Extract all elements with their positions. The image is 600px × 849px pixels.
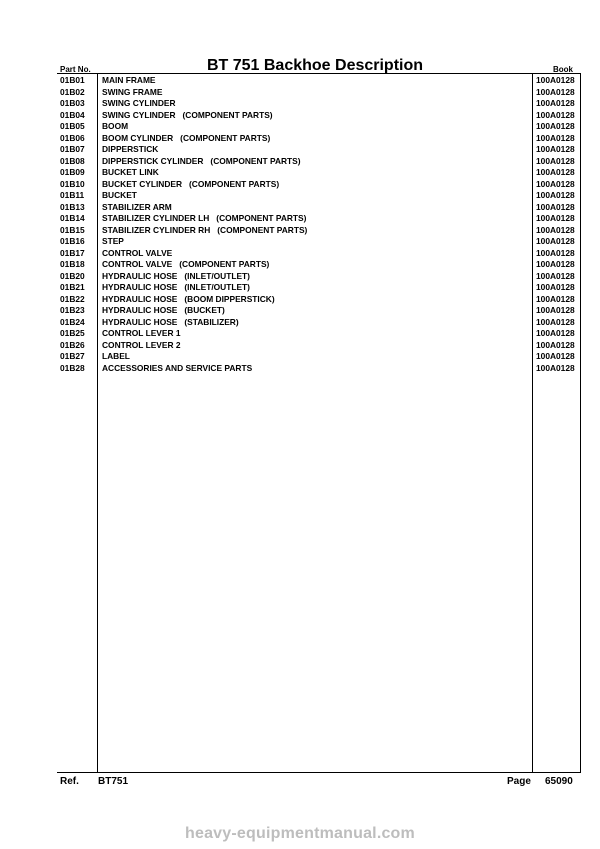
book-cell: 100A0128 [536, 178, 575, 189]
book-cell: 100A0128 [536, 316, 575, 327]
table-row [0, 87, 600, 99]
part-number-cell: 01B07 [60, 144, 85, 154]
part-number-cell: 01B23 [60, 305, 85, 315]
book-cell: 100A0128 [536, 155, 575, 166]
book-cell: 100A0128 [536, 270, 575, 281]
book-cell: 100A0128 [536, 305, 575, 315]
book-cell: 100A0128 [536, 328, 575, 338]
part-number-cell: 01B21 [60, 282, 85, 292]
book-cell: 100A0128 [536, 109, 575, 120]
part-number-cell: 01B18 [60, 259, 85, 269]
description-cell: SWING FRAME [102, 86, 163, 97]
book-cell: 100A0128 [536, 86, 575, 97]
part-number-cell: 01B20 [60, 270, 85, 281]
description-cell: BUCKET LINK [102, 167, 159, 177]
part-number-cell: 01B27 [60, 351, 85, 361]
description-cell: LABEL [102, 351, 130, 361]
table-row [0, 271, 600, 283]
book-cell: 100A0128 [536, 362, 575, 373]
part-number-cell: 01B26 [60, 339, 85, 350]
book-cell: 100A0128 [536, 213, 575, 223]
table-row [0, 294, 600, 306]
part-number-cell: 01B10 [60, 178, 85, 189]
book-cell: 100A0128 [536, 132, 575, 143]
part-number-cell: 01B13 [60, 201, 85, 212]
table-row [0, 144, 600, 156]
book-cell: 100A0128 [536, 190, 575, 200]
part-number-cell: 01B06 [60, 132, 85, 143]
part-number-cell: 01B22 [60, 293, 85, 304]
description-cell: BUCKET [102, 190, 137, 200]
book-header: Book [553, 65, 573, 74]
part-number-cell: 01B24 [60, 316, 85, 327]
table-row [0, 351, 600, 363]
book-cell: 100A0128 [536, 293, 575, 304]
table-row [0, 340, 600, 352]
part-number-cell: 01B01 [60, 75, 85, 85]
description-cell: BUCKET CYLINDER (COMPONENT PARTS) [102, 178, 280, 189]
table-row [0, 328, 600, 340]
description-cell: SWING CYLINDER (COMPONENT PARTS) [102, 109, 273, 120]
description-cell: CONTROL LEVER 2 [102, 339, 181, 350]
book-cell: 100A0128 [536, 339, 575, 350]
book-cell: 100A0128 [536, 351, 575, 361]
ref-label: Ref. [60, 776, 79, 787]
book-cell: 100A0128 [536, 282, 575, 292]
part-number-cell: 01B11 [60, 190, 85, 200]
book-cell: 100A0128 [536, 247, 575, 258]
model-code: BT751 [98, 776, 129, 787]
book-cell: 100A0128 [536, 144, 575, 154]
book-cell: 100A0128 [536, 236, 575, 246]
description-cell: HYDRAULIC HOSE (INLET/OUTLET) [102, 282, 250, 292]
book-cell: 100A0128 [536, 98, 575, 108]
book-cell: 100A0128 [536, 224, 575, 235]
description-cell: BOOM CYLINDER (COMPONENT PARTS) [102, 132, 271, 143]
book-cell: 100A0128 [536, 167, 575, 177]
description-cell: CONTROL LEVER 1 [102, 328, 181, 338]
table-row [0, 75, 600, 87]
table-row [0, 167, 600, 179]
description-cell: ACCESSORIES AND SERVICE PARTS [102, 362, 253, 373]
table-row [0, 179, 600, 191]
description-cell: HYDRAULIC HOSE (BOOM DIPPERSTICK) [102, 293, 275, 304]
part-number-cell: 01B08 [60, 155, 85, 166]
description-cell: STEP [102, 236, 124, 246]
parts-table-body [0, 75, 600, 374]
book-cell: 100A0128 [536, 201, 575, 212]
description-cell: BOOM [102, 121, 129, 131]
table-row [0, 110, 600, 122]
part-number-cell: 01B03 [60, 98, 85, 108]
book-cell: 100A0128 [536, 75, 575, 85]
table-row [0, 282, 600, 294]
table-row [0, 259, 600, 271]
description-cell: STABILIZER ARM [102, 201, 172, 212]
description-cell: DIPPERSTICK CYLINDER (COMPONENT PARTS) [102, 155, 301, 166]
book-cell: 100A0128 [536, 259, 575, 269]
page-number: 65090 [545, 776, 573, 787]
table-row [0, 305, 600, 317]
part-no-header: Part No. [60, 65, 91, 74]
table-row [0, 98, 600, 110]
part-number-cell: 01B04 [60, 109, 85, 120]
description-cell: STABILIZER CYLINDER RH (COMPONENT PARTS) [102, 224, 308, 235]
description-cell: CONTROL VALVE (COMPONENT PARTS) [102, 259, 270, 269]
table-row [0, 248, 600, 260]
part-number-cell: 01B25 [60, 328, 85, 338]
description-cell: STABILIZER CYLINDER LH (COMPONENT PARTS) [102, 213, 307, 223]
book-cell: 100A0128 [536, 121, 575, 131]
page-title: BT 751 Backhoe Description [206, 57, 424, 74]
description-cell: DIPPERSTICK [102, 144, 159, 154]
description-cell: SWING CYLINDER [102, 98, 176, 108]
part-number-cell: 01B05 [60, 121, 85, 131]
part-number-cell: 01B15 [60, 224, 85, 235]
description-cell: HYDRAULIC HOSE (INLET/OUTLET) [102, 270, 250, 281]
part-number-cell: 01B09 [60, 167, 85, 177]
part-number-cell: 01B17 [60, 247, 85, 258]
part-number-cell: 01B14 [60, 213, 85, 223]
table-row [0, 202, 600, 214]
table-row [0, 225, 600, 237]
page-label: Page [507, 776, 531, 787]
description-cell: CONTROL VALVE [102, 247, 173, 258]
watermark: heavy-equipmentmanual.com [185, 825, 415, 842]
table-row [0, 190, 600, 202]
description-cell: HYDRAULIC HOSE (BUCKET) [102, 305, 225, 315]
table-row [0, 121, 600, 133]
table-row [0, 317, 600, 329]
table-row [0, 156, 600, 168]
part-number-cell: 01B28 [60, 362, 85, 373]
table-row [0, 133, 600, 145]
table-row [0, 363, 600, 375]
description-cell: MAIN FRAME [102, 75, 156, 85]
part-number-cell: 01B16 [60, 236, 85, 246]
table-row [0, 236, 600, 248]
part-number-cell: 01B02 [60, 86, 85, 97]
description-cell: HYDRAULIC HOSE (STABILIZER) [102, 316, 239, 327]
table-row [0, 213, 600, 225]
